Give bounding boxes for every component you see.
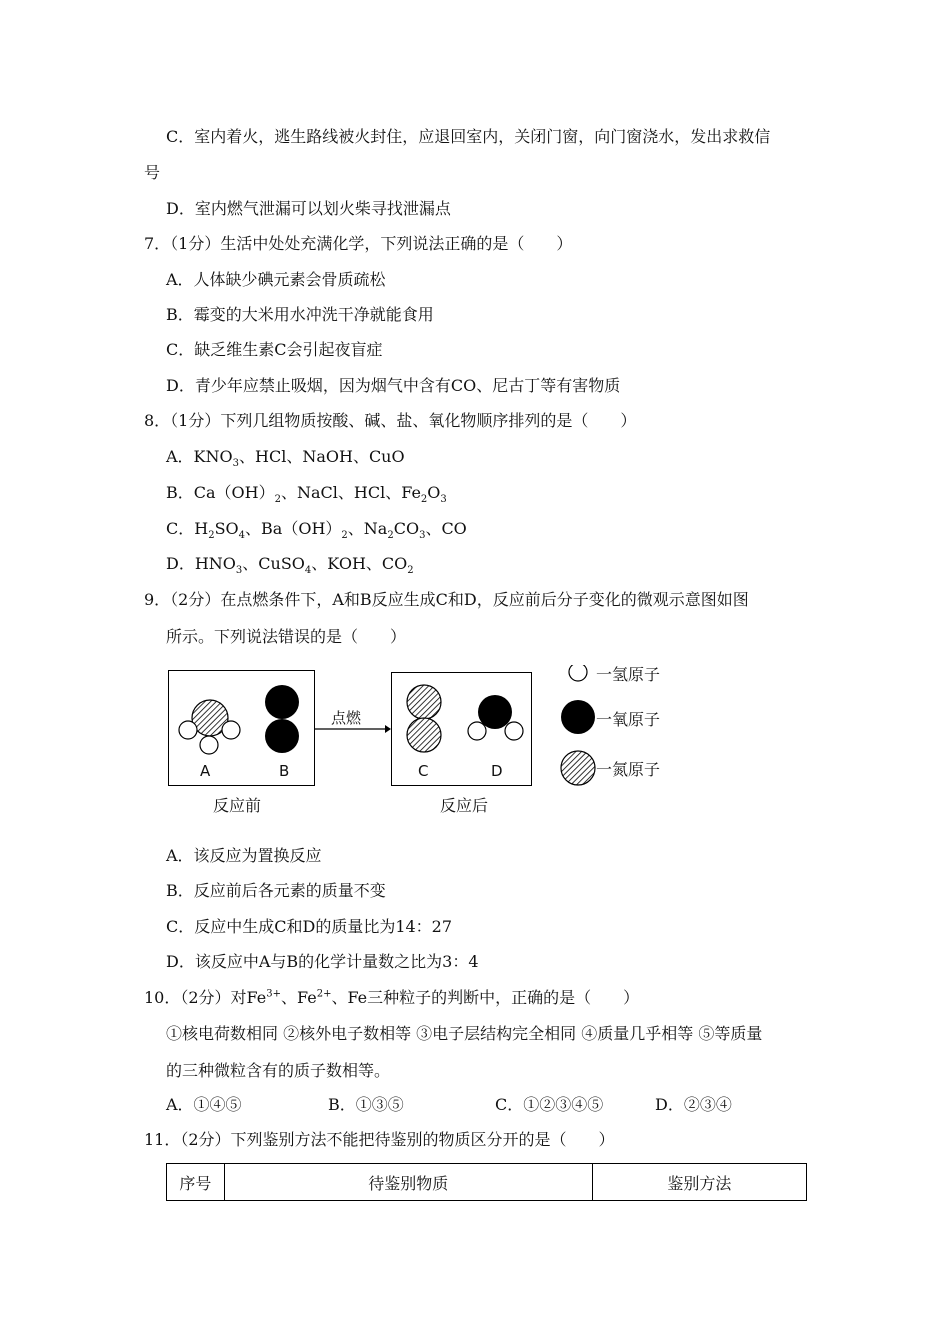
molecule-a-hydrogen-bottom [200, 736, 218, 754]
label-a: A [200, 762, 211, 780]
legend-hydrogen-label: 一氢原子 [596, 665, 661, 684]
q9-stem: 9．（2分）在点燃条件下，A和B反应生成C和D，反应前后分子变化的微观示意图如图 [144, 590, 749, 609]
arrow-condition: 点燃 [331, 709, 362, 727]
q10-option-a: A．①④⑤ [166, 1095, 242, 1114]
q8-option-a: A．$KNO_3$、HCl、NaOH、CuO [166, 447, 405, 470]
legend-hydrogen-icon [569, 665, 587, 681]
molecule-a-hydrogen-left [179, 721, 197, 739]
q9-option-b: B．反应前后各元素的质量不变 [166, 881, 386, 900]
legend-nitrogen-label: 一氮原子 [596, 760, 661, 779]
q10-option-b: B．①③⑤ [328, 1095, 404, 1114]
molecule-d-hydrogen-right [505, 722, 523, 740]
molecule-b-oxygen-top [265, 685, 299, 719]
q10-statements-cont: 的三种微粒含有的质子数相等。 [166, 1061, 391, 1080]
q10-option-c: C．①②③④⑤ [495, 1095, 604, 1114]
molecule-b-oxygen-bottom [265, 719, 299, 753]
legend-oxygen-label: 一氧原子 [596, 710, 661, 729]
label-d: D [491, 762, 503, 780]
q9-option-c: C．反应中生成C和D的质量比为14：27 [166, 917, 453, 936]
q8-option-c: C．$H_2SO_4$、$Ba(OH)_2$、$Na_2CO_3$、CO [166, 519, 467, 542]
q7-option-c: C．缺乏维生素C会引起夜盲症 [166, 340, 383, 359]
q7-stem: 7．（1分）生活中处处充满化学，下列说法正确的是（ ） [144, 234, 573, 253]
q10-statements: ①核电荷数相同 ②核外电子数相等 ③电子层结构完全相同 ④质量几乎相等 ⑤等质量 [166, 1024, 763, 1043]
reaction-diagram [165, 665, 685, 825]
caption-before: 反应前 [213, 796, 262, 815]
q7-option-b: B．霉变的大米用水冲洗干净就能食用 [166, 305, 434, 324]
molecule-d-hydrogen-left [468, 722, 486, 740]
q9-option-d: D．该反应中A与B的化学计量数之比为3：4 [166, 952, 479, 971]
header-index: 序号 [167, 1164, 225, 1201]
header-method: 鉴别方法 [592, 1164, 806, 1201]
q7-option-a: A．人体缺少碘元素会骨质疏松 [166, 270, 386, 289]
table-header-row [167, 1164, 807, 1201]
q9-stem-cont: 所示。下列说法错误的是（ ） [166, 627, 407, 646]
q6-option-c: C．室内着火，逃生路线被火封住，应退回室内，关闭门窗，向门窗浇水，发出求救信 [166, 127, 771, 146]
molecules-after [391, 672, 532, 786]
header-substances: 待鉴别物质 [224, 1164, 592, 1201]
molecules-before [168, 670, 315, 786]
molecule-a-hydrogen-right [222, 721, 240, 739]
molecule-c-nitrogen-top [407, 685, 441, 719]
q11-table [166, 1163, 807, 1201]
q8-option-d: D．$HNO_3$、CuSO$_4$、KOH、$CO_2$ [166, 554, 414, 577]
q8-stem: 8．（1分）下列几组物质按酸、碱、盐、氧化物顺序排列的是（ ） [144, 411, 637, 430]
molecule-c-nitrogen-bottom [407, 718, 441, 752]
label-c: C [418, 762, 429, 780]
caption-after: 反应后 [440, 796, 489, 815]
q6-option-c-wrap: 号 [144, 163, 161, 182]
label-b: B [279, 762, 290, 780]
q7-option-d: D．青少年应禁止吸烟，因为烟气中含有CO、尼古丁等有害物质 [166, 376, 621, 395]
q11-stem: 11．（2分）下列鉴别方法不能把待鉴别的物质区分开的是（ ） [144, 1130, 615, 1149]
q10-option-d: D．②③④ [655, 1095, 732, 1114]
q10-stem: 10．（2分）对$Fe^{3+}$、$Fe^{2+}$、Fe三种粒子的判断中，正确的是（ ） [144, 988, 640, 1007]
legend-nitrogen-icon [561, 751, 595, 785]
q6-option-d: D．室内燃气泄漏可以划火柴寻找泄漏点 [166, 199, 451, 218]
q9-option-a: A．该反应为置换反应 [166, 846, 322, 865]
q8-option-b: B．$Ca(OH)_2$、NaCl、HCl、$Fe_2O_3$ [166, 483, 447, 506]
legend-oxygen-icon [561, 700, 595, 734]
